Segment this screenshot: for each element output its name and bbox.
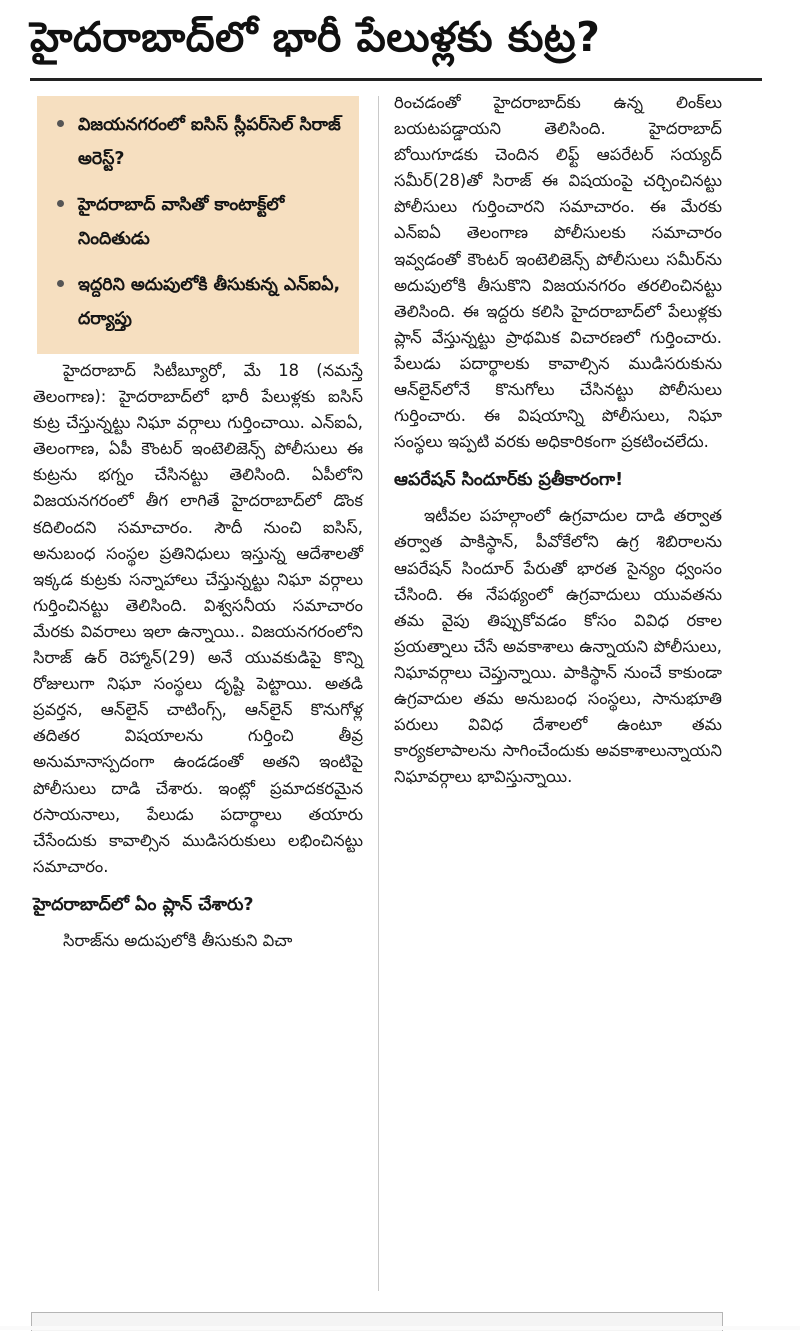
headline-rule xyxy=(30,78,762,81)
bullet-icon xyxy=(57,200,64,207)
bullet-icon xyxy=(57,120,64,127)
headline: హైదరాబాద్‌లో భారీ పేలుళ్లకు కుట్ర? xyxy=(30,13,601,61)
highlight-item xyxy=(57,188,345,256)
left-column xyxy=(33,358,363,954)
highlights-box xyxy=(37,96,359,354)
page-bottom-edge xyxy=(0,1326,800,1330)
right-column xyxy=(394,90,722,790)
body-paragraph: సిరాజ్‌ను అదుపులోకి తీసుకుని విచా xyxy=(63,930,293,950)
body-paragraph: రించడంతో హైదరాబాద్‌కు ఉన్న లింక్‌లు బయటపడ్డాయని తెలిసింది. హైదరాబాద్ బోయిగూడకు చెందిన లిఫ్ట్ ఆపరేటర్ సయ్యద్ సమీర్(28)తో సిరాజ్ ఈ విషయంపై చర్చించినట్టు పోలీసులు గుర్తించారని సమాచారం. ఈ మేరకు ఎన్ఐఏ తెలంగాణ పోలీసులకు సమాచారం ఇవ్వడంతో కౌంటర్ ఇంటెలిజెన్స్ పోలీసులు సమీర్‌ను అదుపులోకి తీసుకొని విజయనగరం తరలించినట్టు తెలిసింది. ఈ ఇద్దరు కలిసి హైదరాబాద్‌లో పేలుళ్లకు ప్లాన్ వేస్తున్నట్టు ప్రాథమిక విచారణలో గుర్తించారు. పేలుడు పదార్థాలకు కావాల్సిన ముడిసరుకును ఆన్‌లైన్‌లోనే కొనుగోలు చేసినట్టు పోలీసులు గుర్తించారు. ఈ విషయాన్ని పోలీసులు, నిఘా సంస్థలు ఇప్పటి వరకు అధికారికంగా ప్రకటించలేదు. xyxy=(394,93,722,452)
highlight-text: హైదరాబాద్ వాసితో కాంటాక్ట్‌లో నిందితుడు xyxy=(78,195,285,249)
highlight-item xyxy=(57,268,345,336)
body-paragraph: హైదరాబాద్ సిటీబ్యూరో, మే 18 (నమస్తే తెలంగాణ): హైదరాబాద్‌లో భారీ పేలుళ్లకు ఐసిస్ కుట్ర చేస్తున్నట్టు నిఘా వర్గాలు గుర్తించాయి. ఎన్ఐఏ, తెలంగాణ, ఏపీ కౌంటర్ ఇంటెలిజెన్స్ పోలీసులు ఈ కుట్రను భగ్నం చేసినట్టు తెలిసింది. ఏపీలోని విజయనగరంలో తీగ లాగితే హైదరాబాద్‌లో డొంక కదిలిందని సమాచారం. సౌదీ నుంచి ఐసిస్, అనుబంధ సంస్థల ప్రతినిధులు ఇస్తున్న ఆదేశాలతో ఇక్కడ కుట్రకు సన్నాహాలు చేస్తున్నట్టు నిఘా వర్గాలు గుర్తించినట్టు తెలిసింది. విశ్వసనీయ సమాచారం మేరకు వివరాలు ఇలా ఉన్నాయి.. విజయనగరంలోని సిరాజ్ ఉర్ రెహ్మాన్(29) అనే యువకుడిపై కొన్ని రోజులుగా నిఘా సంస్థలు దృష్టి పెట్టాయి. అతడి ప్రవర్తన, ఆన్‌లైన్ చాటింగ్స్, ఆన్‌లైన్ కొనుగోళ్ల తదితర విషయాలను గుర్తించి తీవ్ర అనుమానాస్పదంగా ఉండడంతో అతని ఇంటిపై పోలీసులు దాడి చేశారు. ఇంట్లో ప్రమాదకరమైన రసాయనాలు, పేలుడు పదార్థాలు తయారు చేసేందుకు కావాల్సిన ముడిసరుకులు లభించినట్టు సమాచారం. xyxy=(33,361,363,876)
column-divider xyxy=(378,96,379,1291)
highlight-item xyxy=(57,108,345,176)
body-paragraph: ఇటీవల పహల్గాంలో ఉగ్రవాదుల దాడి తర్వాత తర్వాత పాకిస్థాన్, పీవోకేలోని ఉగ్ర శిబిరాలను ఆపరేషన్ సిందూర్ పేరుతో భారత సైన్యం ధ్వంసం చేసింది. ఈ నేపథ్యంలో ఉగ్రవాదులు యువతను తమ వైపు తిప్పుకోవడం కోసం వివిధ రకాల ప్రయత్నాలు చేసే అవకాశాలు ఉన్నాయని పోలీసులు, నిఘావర్గాలు చెప్తున్నాయి. పాకిస్థాన్ నుంచే కాకుండా ఉగ్రవాదుల తమ అనుబంధ సంస్థలు, సానుభూతి పరులు వివిధ దేశాలలో ఉంటూ తమ కార్యకలాపాలను సాగించేందుకు అవకాశాలున్నాయని నిఘావర్గాలు భావిస్తున్నాయి. xyxy=(394,506,722,787)
bullet-icon xyxy=(57,280,64,287)
subheading: హైదరాబాద్‌లో ఏం ప్లాన్ చేశారు? xyxy=(33,894,254,915)
subheading: ఆపరేషన్ సిందూర్‌కు ప్రతీకారంగా! xyxy=(394,470,624,491)
highlight-text: విజయనగరంలో ఐసిస్ స్లీపర్‌సెల్ సిరాజ్ అరెస్ట్? xyxy=(78,115,341,169)
highlight-text: ఇద్దరిని అదుపులోకి తీసుకున్న ఎన్ఐఏ, దర్యాప్తు xyxy=(78,275,341,329)
